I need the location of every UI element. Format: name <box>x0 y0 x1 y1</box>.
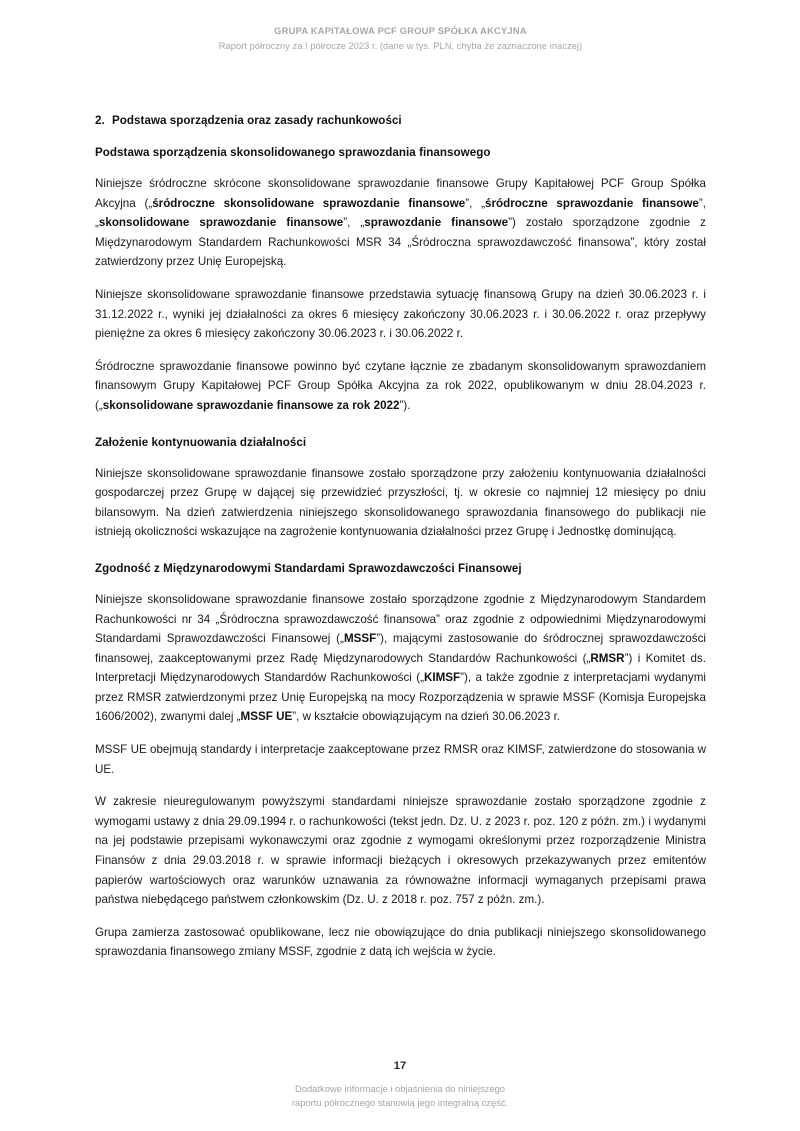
text-run: Śródroczne sprawozdanie finansowe powinno być czytane łącznie ze zbadanym skonsolidowanym sprawozdaniem finansowym Grupy Kapitałowej PCF Group Spółka Akcyjna za rok 2022, opublikowanym w dniu 28.04.2023 r. („ <box>95 359 706 412</box>
document-body <box>95 113 706 962</box>
footer-note-line-2: raportu półrocznego stanowią jego integralną część. <box>291 1097 509 1108</box>
text-run: ”) i Komitet ds. Interpretacji Międzynarodowych Standardów Rachunkowości („ <box>95 651 706 685</box>
header-company-name: GRUPA KAPITAŁOWA PCF GROUP SPÓŁKA AKCYJNA <box>274 26 527 36</box>
term-consolidated-statement: skonsolidowane sprawozdanie finansowe <box>98 216 344 230</box>
term-mssf: MSSF <box>343 632 377 646</box>
text-run: ”), mającymi zastosowanie do śródrocznej sprawozdawczości finansowej, zaakceptowanymi przez Radę Międzynarodowych Standardów Rachunkowości („ <box>95 632 706 665</box>
section-number: 2. <box>95 114 105 127</box>
section-title-text: Podstawa sporządzenia oraz zasady rachunkowości <box>112 114 402 127</box>
term-interim-consolidated: śródroczne skonsolidowane sprawozdanie finansowe <box>152 196 466 210</box>
paragraph-national-regulations: W zakresie nieuregulowanym powyższymi standardami niniejsze sprawozdanie zostało sporządzone zgodnie z wymogami ustawy z dnia 29.09.1994 r. o rachunkowości (tekst jedn. Dz. U. z 2023 r. poz. 120 z późn. zm.) i wydanymi na jej podstawie przepisami wykonawczymi oraz zgodnie z wymogami określonymi przez rozporządzenie Ministra Finansów z dnia 29.03.2018 r. w sprawie informacji bieżących i okresowych przekazywanych przez emitentów papierów wartościowych oraz warunków uznawania za równoważne informacji wymaganych przepisami prawa państwa niebędącego państwem członkowskim (Dz. U. z 2018 r. poz. 757 z późn. zm.). <box>95 795 706 907</box>
text-run: ”), a także zgodnie z interpretacjami wydanymi przez RMSR zatwierdzonymi przez Unię Europejską na mocy Rozporządzenia w sprawie MSSF (Komisja Europejska 1606/2002), zwanymi dalej „ <box>95 671 706 724</box>
paragraph-going-concern: Niniejsze skonsolidowane sprawozdanie finansowe zostało sporządzone przy założeniu kontynuowania działalności gospodarczej przez Grupę w dającej się przewidzieć przyszłości, tj. w okresie co najmniej 12 miesięcy po dniu bilansowym. Na dzień zatwierdzenia niniejszego skonsolidowanego sprawozdania finansowego do publikacji nie istnieją okoliczności wskazujące na zagrożenie kontynuowania działalności przez Grupę i Jednostkę dominującą. <box>95 466 706 539</box>
text-run: Niniejsze skonsolidowane sprawozdanie finansowe zostało sporządzone zgodnie z Międzynarodowym Standardem Rachunkowości nr 34 „Śródroczna sprawozdawczość finansowa” oraz zgodnie z odpowiednimi Międzynarodowymi Standardami Sprawozdawczości Finansowej („ <box>95 592 706 646</box>
page-title <box>95 113 706 129</box>
text-run: ”, „ <box>343 216 365 230</box>
header-report-subtitle: Raport półroczny za I półrocze 2023 r. (dane w tys. PLN, chyba że zaznaczone inaczej) <box>218 41 583 51</box>
paragraph-reporting-periods: Niniejsze skonsolidowane sprawozdanie finansowe przedstawia sytuację finansową Grupy na dzień 30.06.2023 r. i 31.12.2022 r., wyniki jej działalności za okres 6 miesięcy zakończony 30.06.2023 r. i 30.06.2022 r. oraz przepływy pieniężne za okres 6 miesięcy zakończony 30.06.2023 r. i 30.06.2022 r. <box>95 287 706 341</box>
text-run: ”, „ <box>95 196 706 230</box>
document-running-header <box>95 24 706 53</box>
paragraph-mssf-ue-scope: MSSF UE obejmują standardy i interpretacje zaakceptowane przez RMSR oraz KIMSF, zatwierdzone do stosowania w UE. <box>95 743 706 776</box>
term-interim-statement: śródroczne sprawozdanie finansowe <box>484 196 699 210</box>
subsection-heading-ifrs-compliance: Zgodność z Międzynarodowymi Standardami Sprawozdawczości Finansowej <box>95 561 522 575</box>
footer-note-line-1: Dodatkowe informacje i objaśnienia do niniejszego <box>294 1083 506 1094</box>
term-mssf-ue: MSSF UE <box>240 710 293 724</box>
term-financial-statement: sprawozdanie finansowe <box>364 216 509 230</box>
page-number: 17 <box>393 1060 407 1072</box>
paragraph-ifrs-compliance <box>95 590 706 727</box>
subsection-heading-going-concern: Założenie kontynuowania działalności <box>95 435 307 449</box>
paragraph-basis-definition <box>95 174 706 272</box>
text-run: Niniejsze śródroczne skrócone skonsolidowane sprawozdanie finansowe Grupy Kapitałowej PCF Group Spółka Akcyjna („ <box>95 177 706 210</box>
document-footer-note <box>0 1082 800 1110</box>
text-run: ”, „ <box>465 196 485 210</box>
paragraph-future-standards: Grupa zamierza zastosować opublikowane, lecz nie obowiązujące do dnia publikacji niniejszego skonsolidowanego sprawozdania finansowego zmiany MSSF, zgodnie z datą ich wejścia w życie. <box>95 925 706 959</box>
term-kimsf: KIMSF <box>423 671 461 685</box>
text-run: ”). <box>399 398 411 412</box>
subsection-heading-basis: Podstawa sporządzenia skonsolidowanego sprawozdania finansowego <box>95 146 491 159</box>
text-run: ”, w kształcie obowiązującym na dzień 30.06.2023 r. <box>292 710 561 724</box>
term-consolidated-2022: skonsolidowane sprawozdanie finansowe za rok 2022 <box>102 398 400 412</box>
paragraph-read-together <box>95 357 706 416</box>
term-rmsr: RMSR <box>590 651 625 665</box>
text-run: ”) zostało sporządzone zgodnie z Międzynarodowym Standardem Rachunkowości MSR 34 „Śródroczna sprawozdawczość finansowa”, który został zatwierdzony przez Unię Europejską. <box>95 216 706 269</box>
